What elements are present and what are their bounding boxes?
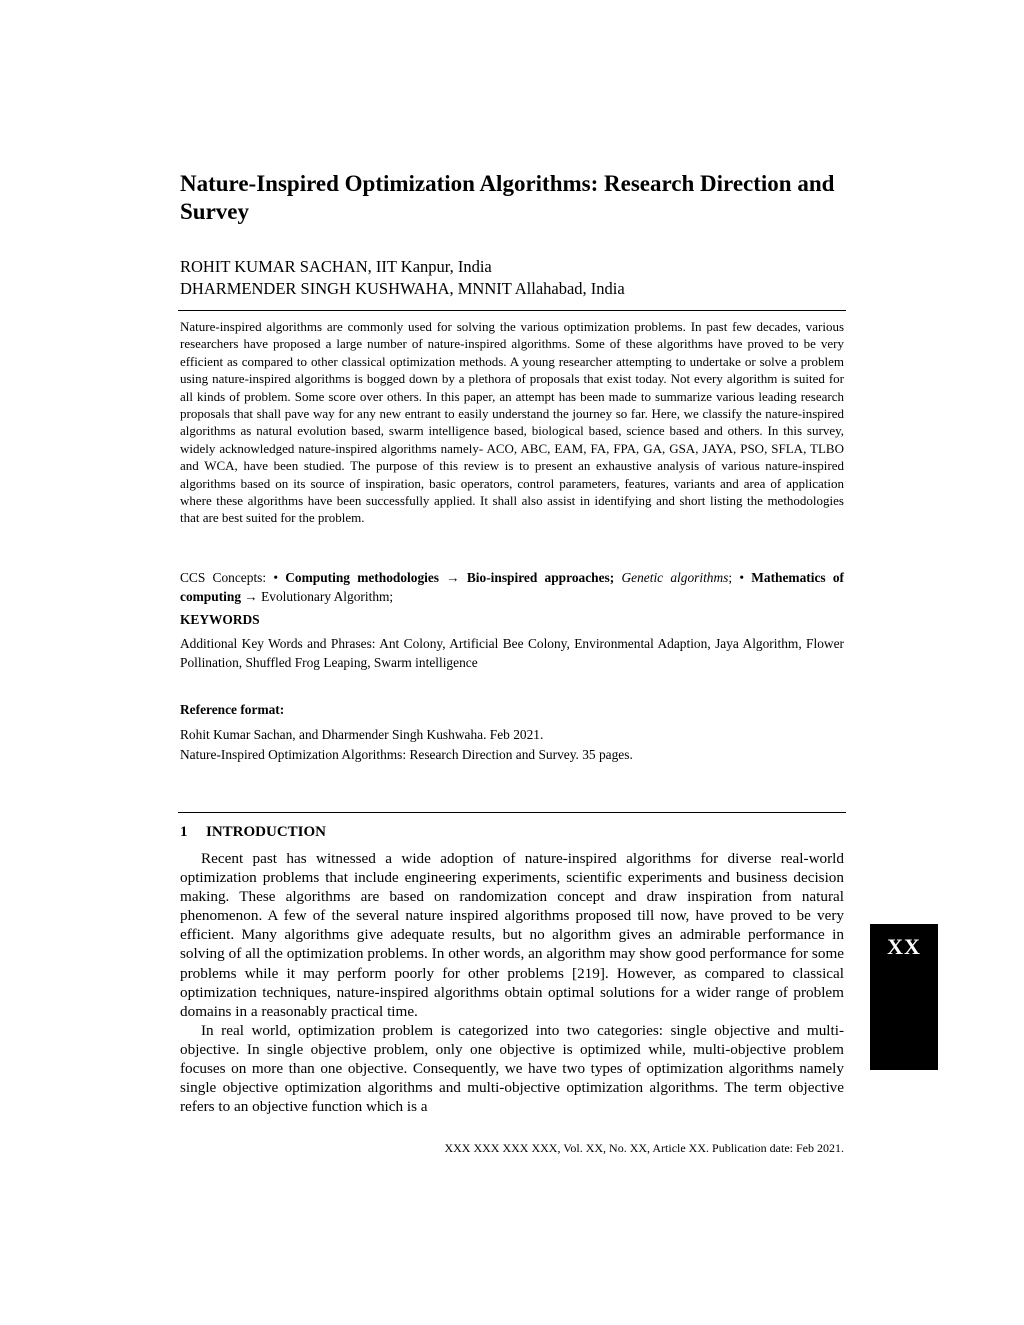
- author-line: DHARMENDER SINGH KUSHWAHA, MNNIT Allahabad, India: [180, 279, 625, 298]
- ccs-prefix: CCS Concepts: •: [180, 570, 286, 585]
- ccs-evolutionary: Evolutionary Algorithm;: [261, 589, 394, 604]
- abstract: Nature-inspired algorithms are commonly used for solving the various optimization problems. In past few decades, various researchers have proposed a large number of nature-inspired algorithms. Some of these algorithms have proved to be very efficient as compared to other classical optimization methods. A young researcher attempting to undertake or solve a problem using nature-inspired algorithms is bogged down by a plethora of proposals that exist today. Not every algorithm is suited for all kinds of problem. Some score over others. In this paper, an attempt has been made to summarize various leading research proposals that shall pave way for any new entrant to easily understand the journey so far. Here, we classify the nature-inspired algorithms as natural evolution based, swarm intelligence based, biological based, science based and others. In this survey, widely acknowledged nature-inspired algorithms namely- ACO, ABC, EAM, FA, FPA, GA, GSA, JAYA, PSO, SFLA, TLBO and WCA, have been studied. The purpose of this review is to present an exhaustive analysis of various nature-inspired algorithms based on its source of inspiration, basic operators, control parameters, features, variants and area of application where these algorithms have been successfully applied. It shall also assist in identifying and short listing the methodologies that are best suited for the problem.: [180, 319, 844, 526]
- reference-line: Nature-Inspired Optimization Algorithms: Research Direction and Survey. 35 pages.: [180, 746, 633, 762]
- author-list: [180, 256, 844, 300]
- author-line: ROHIT KUMAR SACHAN, IIT Kanpur, India: [180, 257, 492, 276]
- section-heading: [180, 824, 326, 841]
- paper-title: Nature-Inspired Optimization Algorithms: Research Direction and Survey: [180, 171, 835, 224]
- keywords-text: Additional Key Words and Phrases: Ant Colony, Artificial Bee Colony, Environmental Adaption, Jaya Algorithm, Flower Pollination, Shuffled Frog Leaping, Swarm intelligence: [180, 636, 844, 670]
- ccs-arrow: →: [241, 589, 262, 604]
- article-side-tab: [870, 924, 938, 1070]
- side-tab-label: XX: [887, 934, 921, 959]
- ccs-separator: ; •: [728, 570, 752, 585]
- reference-line: Rohit Kumar Sachan, and Dharmender Singh Kushwaha. Feb 2021.: [180, 727, 544, 742]
- introduction-body: [180, 849, 844, 1116]
- body-paragraph: Recent past has witnessed a wide adoption of nature-inspired algorithms for diverse real-world optimization problems that include engineering experiments, scientific experiments and business decision making. These algorithms are based on randomization concept and draw inspiration from natural phenomenon. A few of the several nature inspired algorithms proposed till now, have proved to be very efficient. Many algorithms give adequate results, but no algorithm gives an admirable performance in solving of all the optimization problems. In other words, an algorithm may show good performance for some problems while it may perform poorly for other problems [219]. However, as compared to classical optimization techniques, nature-inspired algorithms obtain optimal solutions for a wider range of problem domains in a reasonably practical time.: [180, 850, 844, 1020]
- reference-heading: Reference format:: [180, 702, 285, 717]
- ccs-concept-computing: Computing methodologies: [285, 570, 440, 585]
- ccs-genetic: Genetic algorithms: [621, 570, 729, 585]
- reference-format: [180, 725, 844, 764]
- section-title: INTRODUCTION: [206, 824, 327, 840]
- section-number: 1: [180, 824, 188, 840]
- ccs-concept-math: Mathematics of computing: [180, 570, 844, 604]
- keywords-heading: KEYWORDS: [180, 612, 260, 627]
- body-paragraph: In real world, optimization problem is categorized into two categories: single objective and multi-objective. In single objective problem, only one objective is optimized while, multi-objective problem focuses on more than one objective. Consequently, we have two types of optimization algorithms namely single objective optimization algorithms and multi-objective optimization algorithms. The term objective refers to an objective function which is a: [180, 1021, 844, 1116]
- header-divider: [178, 310, 846, 311]
- page-footer: XXX XXX XXX XXX, Vol. XX, No. XX, Article XX. Publication date: Feb 2021.: [444, 1141, 844, 1155]
- ccs-bio-inspired: Bio-inspired approaches;: [466, 570, 615, 585]
- ccs-arrow: →: [439, 570, 467, 585]
- section-divider: [178, 812, 846, 813]
- ccs-concepts: [180, 568, 844, 606]
